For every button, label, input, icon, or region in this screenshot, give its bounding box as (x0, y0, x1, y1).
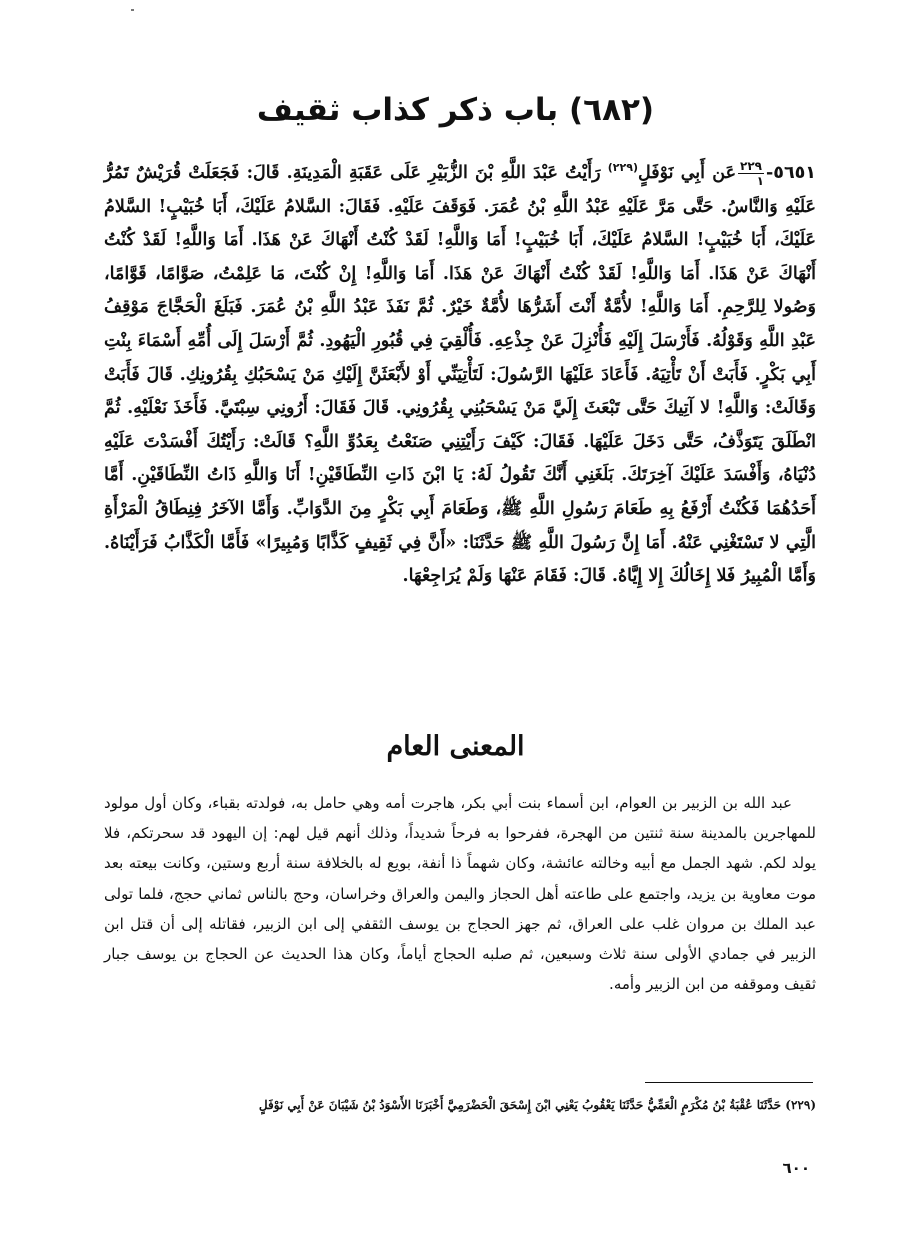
chapter-title: باب ذكر كذاب ثقيف (256, 92, 559, 128)
hadith-number: ٥٦٥١ (773, 163, 816, 183)
cross-reference-bottom: ١ (756, 174, 764, 188)
cross-reference (738, 160, 764, 187)
hadith-text-block (104, 157, 816, 594)
cross-reference-top: ٢٢٩ (740, 159, 762, 173)
footnote-divider (645, 1082, 813, 1083)
hadith-body: رَأَيْتُ عَبْدَ اللَّهِ بْنَ الزُّبَيْرِ عَلَى عَقَبَةِ الْمَدِينَةِ. قَالَ: فَجَعَلَتْ قُرَيْشٌ تَمُرُّ عَلَيْهِ وَالنَّاسُ. حَتَّى مَرَّ عَلَيْهِ عَبْدُ اللَّهِ بْنُ عُمَرَ. فَوَقَفَ عَلَيْهِ. فَقَالَ: السَّلامُ عَلَيْكَ، أَبَا خُبَيْبٍ! السَّلامُ عَلَيْكَ، أَبَا خُبَيْبٍ! السَّلامُ عَلَيْكَ، أَبَا خُبَيْبٍ! أَمَا وَاللَّهِ! لَقَدْ كُنْتُ أَنْهَاكَ عَنْ هَذَا. أَمَا وَاللَّهِ! لَقَدْ كُنْتُ أَنْهَاكَ عَنْ هَذَا. أَمَا وَاللَّهِ! لَقَدْ كُنْتُ أَنْهَاكَ عَنْ هَذَا. أَمَا وَاللَّهِ! إِنْ كُنْتَ، مَا عَلِمْتُ، صَوَّامًا، قَوَّامًا، وَصُولا لِلرَّحِمِ. أَمَا وَاللَّهِ! لأُمَّةٌ أَنْتَ أَشَرُّهَا لأُمَّةٌ خَيْرٌ. ثُمَّ نَفَذَ عَبْدُ اللَّهِ بْنُ عُمَرَ. فَبَلَغَ الْحَجَّاجَ مَوْقِفُ عَبْدِ اللَّهِ وَقَوْلُهُ. فَأَرْسَلَ إِلَيْهِ فَأُنْزِلَ عَنْ جِذْعِهِ. فَأُلْقِيَ فِي قُبُورِ الْيَهُودِ. ثُمَّ أَرْسَلَ إِلَى أُمِّهِ أَسْمَاءَ بِنْتِ أَبِي بَكْرٍ. فَأَبَتْ أَنْ تَأْتِيَهُ. فَأَعَادَ عَلَيْهَا الرَّسُولَ: لَتَأْتِيَنِّي أَوْ لأَبْعَثَنَّ إِلَيْكِ مَنْ يَسْحَبُكِ بِقُرُونِكِ. قَالَ فَأَبَتْ وَقَالَتْ: وَاللَّهِ! لا آتِيكَ حَتَّى تَبْعَثَ إِلَيَّ مَنْ يَسْحَبُنِي بِقُرُونِي. قَالَ فَقَالَ: أَرُونِي سِبْتَيَّ. فَأَخَذَ نَعْلَيْهِ. ثُمَّ انْطَلَقَ يَتَوَذَّفُ، حَتَّى دَخَلَ عَلَيْهَا. فَقَالَ: كَيْفَ رَأَيْتِنِي صَنَعْتُ بِعَدُوِّ اللَّهِ؟ قَالَتْ: رَأَيْتُكَ أَفْسَدْتَ عَلَيْهِ دُنْيَاهُ، وَأَفْسَدَ عَلَيْكَ آخِرَتَكَ. بَلَغَنِي أَنَّكَ تَقُولُ لَهُ: يَا ابْنَ ذَاتِ النِّطَاقَيْنِ! أَنَا وَاللَّهِ ذَاتُ النِّطَاقَيْنِ. أَمَّا أَحَدُهُمَا فَكُنْتُ أَرْفَعُ بِهِ طَعَامَ رَسُولِ اللَّهِ ﷺ، وَطَعَامَ أَبِي بَكْرٍ مِنَ الدَّوَابِّ. وَأَمَّا الآخَرُ فِنِطَاقُ الْمَرْأَةِ الَّتِي لا تَسْتَغْنِي عَنْهُ. أَمَا إِنَّ رَسُولَ اللَّهِ ﷺ حَدَّثَنَا: «أَنَّ فِي ثَقِيفٍ كَذَّابًا وَمُبِيرًا» فَأَمَّا الْكَذَّابُ فَرَأَيْنَاهُ. وَأَمَّا الْمُبِيرُ فَلا إِخَالُكَ إِلا إِيَّاهُ. قَالَ: فَقَامَ عَنْهَا وَلَمْ يُرَاجِعْهَا. (104, 163, 816, 587)
footnote (170, 1094, 816, 1116)
hadith-separator: - (766, 163, 774, 183)
general-meaning-text: عبد الله بن الزبير بن العوام، ابن أسماء بنت أبي بكر، هاجرت أمه وهي حامل به، فولدته بقباء، وكان أول مولود للمهاجرين بالمدينة سنة ثنتين من الهجرة، ففرحوا به فرحاً شديداً، وذلك أنهم قيل لهم: إن اليهود قد سحرتكم، فلا يولد لكم. شهد الجمل مع أبيه وخالته عائشة، وكان شهماً ذا أنفة، بويع له بالخلافة سنة أربع وستين، وكانت بيعته بعد موت معاوية بن يزيد، واجتمع على طاعته أهل الحجاز واليمن والعراق وخراسان، وحج بالناس ثماني حجج، فلما تولى عبد الملك بن مروان غلب على العراق، ثم جهز الحجاج بن يوسف الثقفي إلى ابن الزبير، فقاتله إلى أن قتل ابن الزبير في جمادي الأولى سنة ثلاث وسبعين، ثم صلبه الحجاج أياماً، وكان هذا الحديث عن الحجاج بن يوسف جبار ثقيف وموقفه من ابن الزبير وأمه. (104, 794, 816, 994)
scan-speck (131, 9, 134, 11)
page-number: ٦٠٠ (782, 1159, 810, 1177)
section-heading-general-meaning: المعنى العام (386, 731, 525, 762)
footnote-marker[interactable]: (٢٢٩) (607, 161, 638, 175)
footnote-text: حَدَّثَنَا عُقْبَةُ بْنُ مُكْرَمٍ الْعَمِّيُّ حَدَّثَنَا يَعْقُوبُ يَعْنِي ابْنَ إِسْحَقَ الْحَضْرَمِيَّ أَخْبَرَنَا الأَسْوَدُ بْنُ شَيْبَانَ عَنْ أَبِي نَوْفَلٍ (258, 1098, 782, 1112)
footnote-number: (٢٢٩) (785, 1098, 816, 1112)
chapter-heading (100, 88, 811, 132)
chapter-number: (٦٨٢) (568, 92, 655, 128)
hadith-narrator: عَن أَبِي نَوْفَلٍ (637, 163, 737, 183)
